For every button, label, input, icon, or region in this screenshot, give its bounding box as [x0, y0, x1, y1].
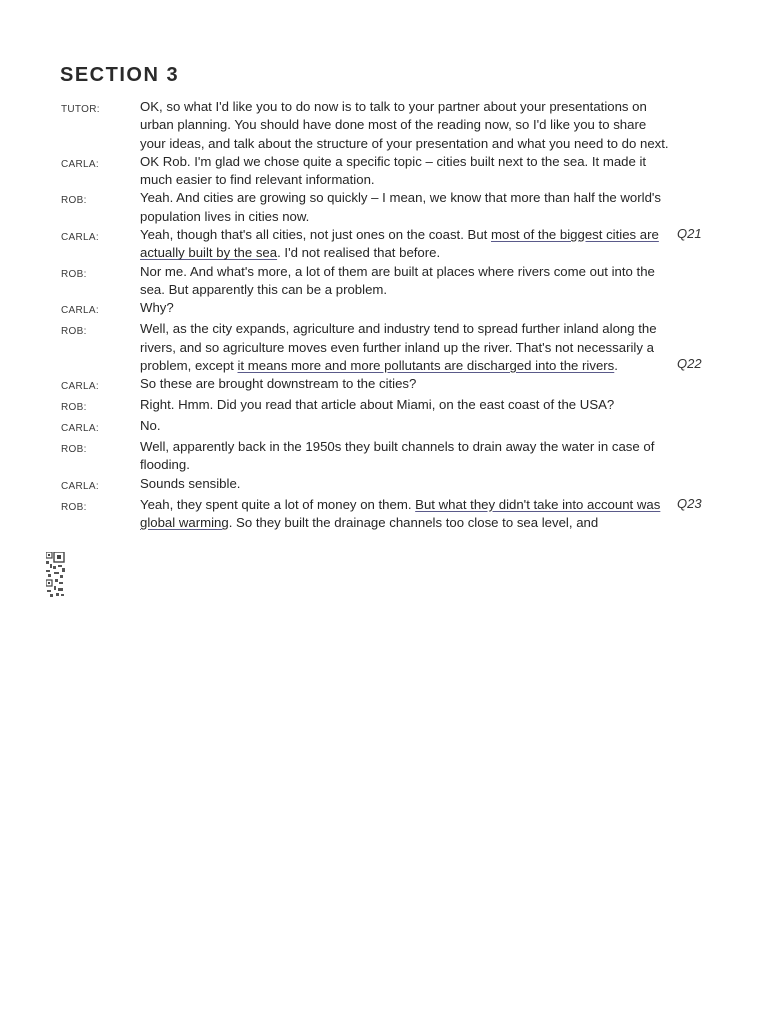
transcript-turn — [0, 189, 768, 226]
speaker-label: CARLA: — [61, 305, 99, 317]
utterance-text: Right. Hmm. Did you read that article about Miami, on the east coast of the USA? — [140, 397, 615, 413]
speaker-label: CARLA: — [61, 158, 99, 170]
transcript-turn — [0, 263, 768, 300]
utterance — [140, 263, 670, 300]
utterance-text: OK Rob. I'm glad we chose quite a specific topic – cities built next to the sea. It made it much easier to find relevant information. — [140, 153, 647, 188]
speaker-label: ROB: — [61, 268, 87, 280]
utterance-text: Yeah. And cities are growing so quickly – I mean, we know that more than half the world's population lives in cities now. — [140, 190, 662, 224]
speaker-label: ROB: — [61, 195, 87, 207]
utterance-text: Sounds sensible. — [140, 475, 241, 491]
transcript-turn — [0, 375, 768, 396]
answer-highlight: it means more and more pollutants are discharged into the rivers — [237, 357, 615, 373]
utterance — [140, 475, 670, 493]
utterance — [140, 226, 670, 263]
utterance — [140, 299, 670, 317]
speaker-label: TUTOR: — [61, 104, 100, 115]
utterance-text: No. — [140, 418, 161, 434]
utterance — [140, 438, 670, 475]
transcript-turn — [0, 320, 768, 375]
utterance-text: Well, apparently back in the 1950s they built channels to drain away the water in case of flooding. — [140, 439, 655, 473]
utterance-text: Why? — [140, 300, 174, 316]
utterance — [140, 189, 670, 226]
utterance-text: Nor me. And what's more, a lot of them are built at places where rivers come out into the sea. But apparently this can be a problem. — [140, 263, 655, 297]
utterance — [140, 375, 670, 393]
speaker-label: ROB: — [61, 501, 87, 513]
speaker-label: CARLA: — [61, 480, 99, 492]
utterance — [140, 496, 670, 533]
qr-code-icon — [46, 552, 66, 598]
transcript-turn — [0, 475, 768, 496]
speaker-label: CARLA: — [61, 423, 99, 435]
answer-highlight: most of the biggest cities are actually built by the sea — [140, 227, 659, 261]
section-title: SECTION 3 — [60, 64, 180, 86]
utterance-text: OK, so what I'd like you to do now is to talk to your partner about your presentations on urban planning. You should have done most of the reading now, so I'd like you to share your ideas, and talk about the structure of your presentation and what you need to do next. — [140, 99, 669, 151]
utterance — [140, 320, 670, 375]
speaker-label: ROB: — [61, 402, 87, 414]
utterance-text: Yeah, though that's all cities, not just ones on the coast. But — [140, 227, 491, 243]
transcript-turn — [0, 438, 768, 475]
utterance-text: . — [614, 357, 618, 373]
transcript-turn — [0, 226, 768, 263]
utterance-text: . I'd not realised that before. — [277, 245, 441, 261]
question-marker: Q22 — [677, 356, 702, 372]
utterance — [140, 396, 670, 414]
transcript — [0, 98, 768, 532]
transcript-turn — [0, 417, 768, 438]
speaker-label: CARLA: — [61, 232, 99, 244]
transcript-turn — [0, 299, 768, 320]
utterance — [140, 417, 670, 435]
speaker-label: ROB: — [61, 444, 87, 456]
transcript-turn — [0, 98, 768, 153]
utterance-text: So these are brought downstream to the cities? — [140, 376, 417, 392]
utterance — [140, 153, 670, 190]
answer-highlight: But what they didn't take into account was global warming — [140, 496, 661, 531]
transcript-turn — [0, 396, 768, 417]
speaker-label: ROB: — [61, 326, 87, 338]
transcript-turn — [0, 153, 768, 190]
utterance-text: Yeah, they spent quite a lot of money on them. — [140, 496, 416, 512]
speaker-label: CARLA: — [61, 381, 99, 393]
utterance-text: . So they built the drainage channels too close to sea level, and — [228, 515, 599, 531]
utterance-text: Well, as the city expands, agriculture and industry tend to spread further inland along the rivers, and so agriculture moves even further inland up the river. That's not necessarily a problem, except — [140, 321, 657, 373]
transcript-turn — [0, 496, 768, 533]
question-marker: Q23 — [677, 495, 702, 511]
question-marker: Q21 — [677, 226, 702, 242]
utterance — [140, 98, 670, 153]
